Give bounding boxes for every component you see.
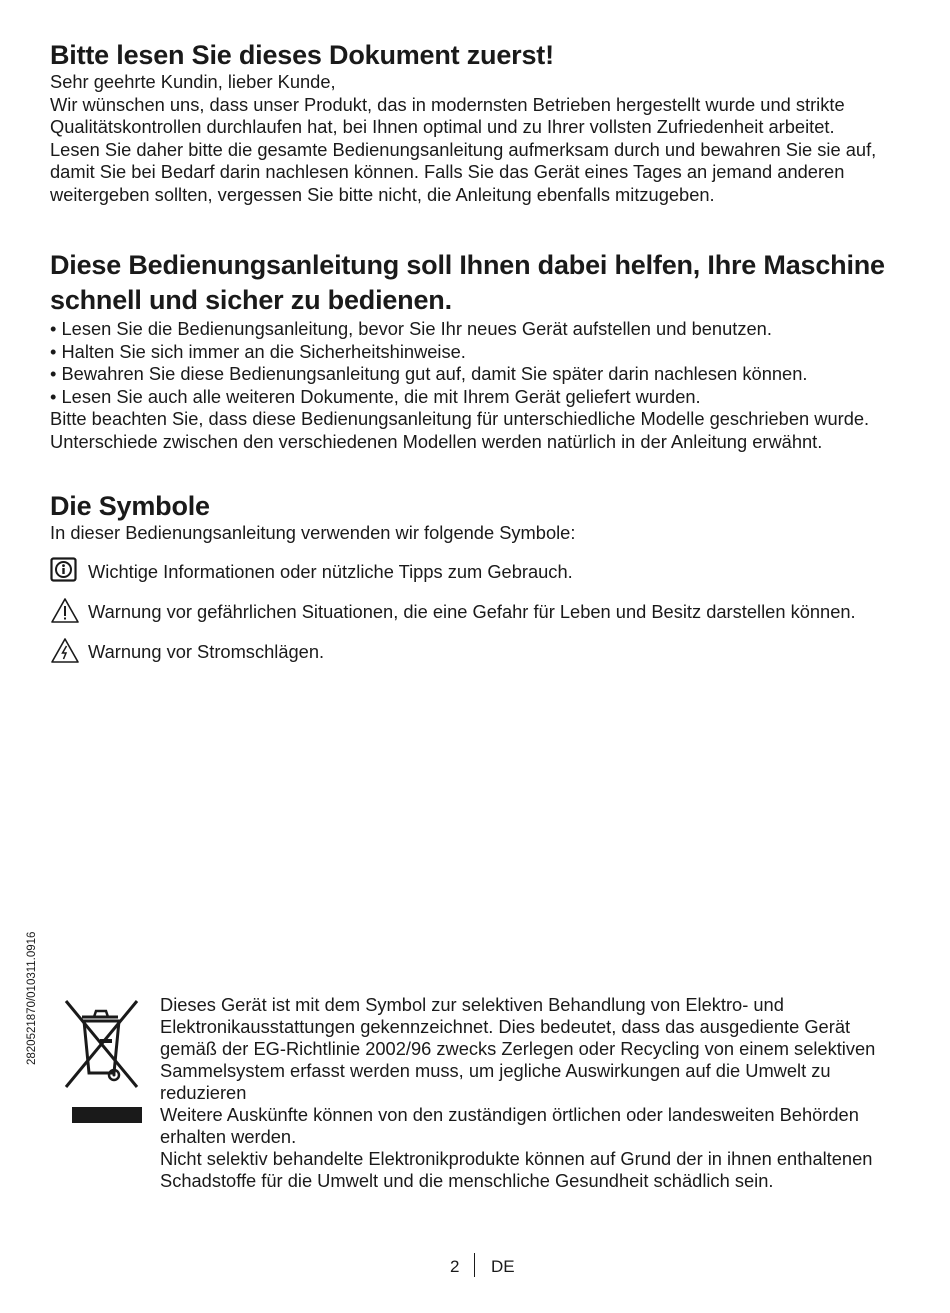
instruction-list [50, 318, 905, 408]
list-item: • Bewahren Sie diese Bedienungsanleitung gut auf, damit Sie später darin nachlesen können. [50, 363, 808, 384]
language-code: DE [491, 1257, 515, 1276]
list-item: • Lesen Sie die Bedienungsanleitung, bevor Sie Ihr neues Gerät aufstellen und benutzen. [50, 318, 772, 339]
intro-paragraph: Wir wünschen uns, dass unser Produkt, das in modernsten Betrieben hergestellt wurde und strikte Qualitätskontrollen durchlaufen hat, bei Ihnen optimal und zu Ihrer vollsten Zufriedenheit arbeitet. [50, 93, 845, 137]
weee-paragraph: Weitere Auskünfte können von den zuständigen örtlichen oder landesweiten Behörden erhalten werden. [160, 1104, 859, 1147]
weee-paragraph: Nicht selektiv behandelte Elektronikprodukte können auf Grund der in ihnen enthaltenen Schadstoffe für die Umwelt und die menschliche Gesundheit schädlich sein. [160, 1148, 873, 1191]
heading-read-first: Bitte lesen Sie dieses Dokument zuerst! [50, 40, 554, 70]
symbol-electric-text: Warnung vor Stromschlägen. [88, 640, 325, 662]
footer-divider [474, 1253, 475, 1277]
salutation: Sehr geehrte Kundin, lieber Kunde, [50, 71, 336, 92]
weee-disposal-text [160, 994, 905, 1192]
warning-icon [50, 597, 80, 625]
symbol-warning-text: Warnung vor gefährlichen Situationen, die eine Gefahr für Leben und Besitz darstellen können. [88, 600, 856, 622]
document-code: 2820521870/010311.0916 [26, 931, 38, 1065]
symbol-info-text: Wichtige Informationen oder nützliche Tipps zum Gebrauch. [88, 560, 573, 582]
list-item: • Lesen Sie auch alle weiteren Dokumente, die mit Ihrem Gerät geliefert wurden. [50, 385, 701, 407]
symbol-row-electric [50, 639, 905, 665]
electric-shock-warning-icon [50, 637, 80, 665]
read-manual-paragraph: Lesen Sie daher bitte die gesamte Bedienungsanleitung aufmerksam durch und bewahren Sie sie auf, damit Sie bei Bedarf darin nachlesen können. Falls Sie das Gerät eines Tages an jemand anderen weitergeben sollten, vergessen Sie bitte nicht, die Anleitung ebenfalls mitzugeben. [50, 138, 877, 205]
list-item: • Halten Sie sich immer an die Sicherheitshinweise. [50, 340, 466, 362]
symbol-row-info [50, 559, 905, 585]
symbols-intro: In dieser Bedienungsanleitung verwenden wir folgende Symbole: [50, 522, 576, 543]
models-note: Bitte beachten Sie, dass diese Bedienungsanleitung für unterschiedliche Modelle geschrieben wurde. Unterschiede zwischen den verschiedenen Modellen werden natürlich in der Anleitung erwähnt. [50, 408, 870, 452]
crossed-out-wheelie-bin-icon [62, 995, 142, 1127]
weee-paragraph: Dieses Gerät ist mit dem Symbol zur selektiven Behandlung von Elektro- und Elektronikausstattungen gekennzeichnet. Dies bedeutet, dass das ausgediente Gerät gemäß der EG-Richtlinie 2002/96 zwecks Zerlegen oder Recycling von einem selektiven Sammelsystem erfasst werden muss, um jegliche Auswirkungen auf die Umwelt zu reduzieren [160, 994, 876, 1103]
page-content [50, 40, 905, 665]
heading-manual-purpose: Diese Bedienungsanleitung soll Ihnen dabei helfen, Ihre Maschine schnell und sicher zu bedienen. [50, 250, 885, 315]
page-number: 2 [450, 1257, 460, 1276]
heading-symbols: Die Symbole [50, 491, 210, 521]
info-icon [50, 557, 80, 585]
symbol-row-warning [50, 599, 905, 625]
